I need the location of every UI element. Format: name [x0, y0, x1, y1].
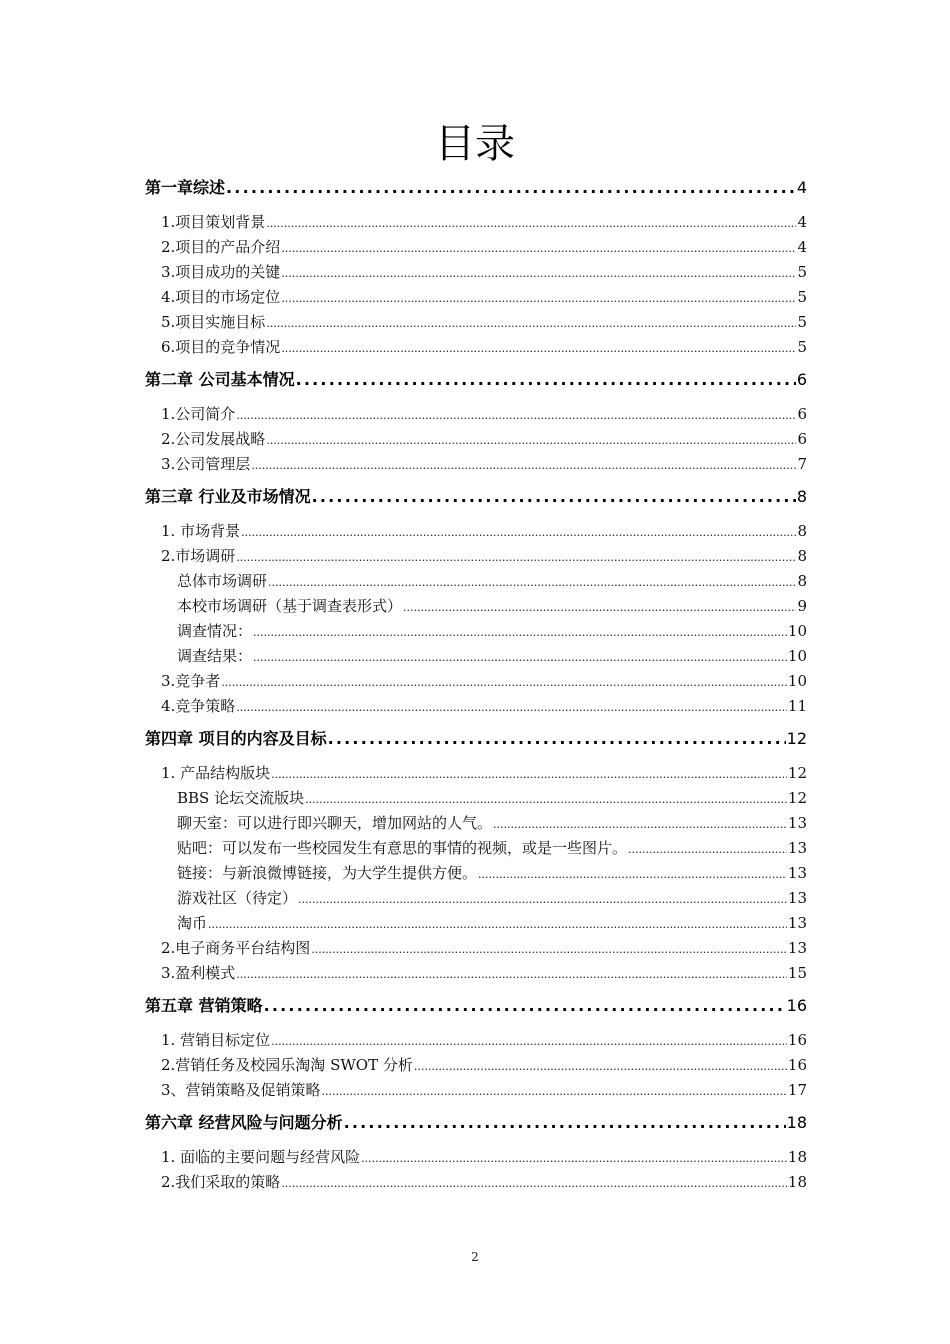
dot-leader: [328, 727, 786, 751]
toc-entry-label: BBS 论坛交流版块: [177, 789, 305, 807]
toc-entry-label: 调查结果：: [177, 647, 253, 665]
toc-entry-page: 9: [797, 597, 807, 615]
dot-leader: [403, 595, 796, 620]
dot-leader: [266, 211, 796, 236]
dot-leader: [414, 1054, 787, 1079]
toc-entry-page: 17: [787, 1081, 807, 1099]
dot-leader: [236, 545, 796, 570]
toc-entry-page: 4: [797, 213, 807, 231]
toc-entry[interactable]: [145, 594, 807, 619]
toc-entry-page: 7: [797, 455, 807, 473]
dot-leader: [253, 645, 787, 670]
toc-entry-page: 8: [796, 487, 807, 506]
toc-entry-label: 本校市场调研（基于调查表形式）: [177, 597, 403, 615]
toc-entry-label: 聊天室：可以进行即兴聊天，增加网站的人气。: [177, 814, 493, 832]
toc-entry[interactable]: [145, 427, 807, 452]
dot-leader: [281, 336, 796, 361]
toc-entry-label: 1. 产品结构版块: [161, 764, 271, 782]
toc-entry-page: 12: [786, 729, 807, 748]
toc-entry-page: 13: [787, 889, 807, 907]
toc-entry-page: 13: [787, 839, 807, 857]
page-title: 目录: [435, 121, 515, 167]
toc-entry[interactable]: [145, 310, 807, 335]
toc-entry-label: 第五章 营销策略: [145, 996, 263, 1015]
toc-entry-label: 3.竞争者: [161, 672, 221, 690]
toc-entry-label: 2.我们采取的策略: [161, 1173, 281, 1191]
toc-entry-label: 第三章 行业及市场情况: [145, 487, 311, 506]
toc-entry-label: 6.项目的竞争情况: [161, 338, 281, 356]
toc-entry[interactable]: [145, 761, 807, 786]
toc-entry-label: 游戏社区（待定）: [177, 889, 298, 907]
toc-entry[interactable]: [145, 886, 807, 911]
toc-entry-page: 11: [787, 697, 807, 715]
dot-leader: [253, 620, 787, 645]
toc-entry-page: 8: [797, 522, 807, 540]
toc-entry[interactable]: [145, 1145, 807, 1170]
toc-chapter-entry[interactable]: [145, 485, 807, 509]
toc-entry-page: 6: [797, 405, 807, 423]
toc-entry[interactable]: [145, 1053, 807, 1078]
toc-entry-page: 13: [787, 864, 807, 882]
dot-leader: [208, 912, 787, 937]
toc-entry[interactable]: [145, 402, 807, 427]
toc-entry[interactable]: [145, 519, 807, 544]
dot-leader: [221, 670, 787, 695]
dot-leader: [311, 937, 787, 962]
dot-leader: [236, 403, 796, 428]
toc-entry-page: 4: [797, 238, 807, 256]
toc-entry[interactable]: [145, 694, 807, 719]
toc-entry-label: 2.公司发展战略: [161, 430, 266, 448]
toc-entry[interactable]: [145, 452, 807, 477]
dot-leader: [344, 1111, 786, 1135]
dot-leader: [296, 368, 796, 392]
toc-entry[interactable]: [145, 210, 807, 235]
dot-leader: [478, 862, 787, 887]
toc-entry[interactable]: [145, 811, 807, 836]
toc-entry[interactable]: [145, 961, 807, 986]
toc-entry-label: 1.公司简介: [161, 405, 236, 423]
page-number: 2: [471, 1250, 479, 1264]
toc-entry-label: 总体市场调研: [177, 572, 268, 590]
toc-entry[interactable]: [145, 1028, 807, 1053]
dot-leader: [236, 695, 787, 720]
toc-entry-label: 2.电子商务平台结构图: [161, 939, 311, 957]
toc-entry-page: 15: [787, 964, 807, 982]
toc-entry-label: 2.项目的产品介绍: [161, 238, 281, 256]
toc-entry[interactable]: [145, 669, 807, 694]
toc-entry-label: 2.市场调研: [161, 547, 236, 565]
toc-entry-page: 6: [796, 370, 807, 389]
dot-leader: [266, 311, 796, 336]
toc-entry-label: 2.营销任务及校园乐淘淘 SWOT 分析: [161, 1056, 413, 1074]
toc-entry[interactable]: [145, 235, 807, 260]
toc-entry-page: 12: [787, 789, 807, 807]
toc-entry-page: 10: [787, 647, 807, 665]
toc-entry[interactable]: [145, 285, 807, 310]
dot-leader: [281, 236, 796, 261]
toc-entry-label: 1.项目策划背景: [161, 213, 266, 231]
toc-entry[interactable]: [145, 644, 807, 669]
toc-entry-page: 16: [787, 1031, 807, 1049]
dot-leader: [271, 1029, 787, 1054]
toc-entry-label: 贴吧：可以发布一些校园发生有意思的事情的视频，或是一些图片。: [177, 839, 628, 857]
toc-chapter-entry[interactable]: [145, 368, 807, 392]
toc-entry-label: 第六章 经营风险与问题分析: [145, 1113, 343, 1132]
dot-leader: [236, 962, 787, 987]
toc-entry-label: 1. 市场背景: [161, 522, 241, 540]
toc-entry-label: 4.项目的市场定位: [161, 288, 281, 306]
toc-chapter-entry[interactable]: [145, 1111, 807, 1135]
toc-entry-page: 18: [787, 1148, 807, 1166]
dot-leader: [281, 1171, 787, 1196]
dot-leader: [361, 1146, 787, 1171]
toc-entry-page: 5: [797, 313, 807, 331]
toc-entry-page: 5: [797, 338, 807, 356]
dot-leader: [312, 485, 796, 509]
toc-chapter-entry[interactable]: [145, 727, 807, 751]
toc-entry-page: 8: [797, 547, 807, 565]
dot-leader: [226, 176, 796, 200]
toc-entry-page: 13: [787, 939, 807, 957]
toc-entry[interactable]: [145, 1078, 807, 1103]
toc-entry-label: 1. 营销目标定位: [161, 1031, 271, 1049]
dot-leader: [268, 570, 796, 595]
dot-leader: [493, 812, 787, 837]
toc-entry-label: 5.项目实施目标: [161, 313, 266, 331]
toc-entry-page: 6: [797, 430, 807, 448]
toc-entry[interactable]: [145, 335, 807, 360]
toc-entry[interactable]: [145, 861, 807, 886]
toc-entry-page: 10: [787, 672, 807, 690]
toc-entry-page: 13: [787, 914, 807, 932]
toc-entry-label: 链接：与新浪微博链接，为大学生提供方便。: [177, 864, 478, 882]
toc-entry-label: 3、营销策略及促销策略: [161, 1081, 321, 1099]
toc-entry-page: 13: [787, 814, 807, 832]
toc-entry-page: 8: [797, 572, 807, 590]
toc-entry-page: 5: [797, 263, 807, 281]
dot-leader: [298, 887, 787, 912]
toc-entry-page: 16: [787, 1056, 807, 1074]
toc-entry[interactable]: [145, 569, 807, 594]
table-of-contents: [145, 176, 807, 1195]
toc-chapter-entry[interactable]: [145, 176, 807, 200]
toc-entry[interactable]: [145, 619, 807, 644]
dot-leader: [281, 286, 796, 311]
toc-entry-page: 16: [786, 996, 807, 1015]
toc-entry-label: 3.项目成功的关键: [161, 263, 281, 281]
toc-entry-label: 淘币: [177, 914, 208, 932]
toc-entry-label: 3.公司管理层: [161, 455, 251, 473]
toc-entry[interactable]: [145, 1170, 807, 1195]
toc-entry-label: 第一章综述: [145, 178, 226, 197]
toc-entry-page: 5: [797, 288, 807, 306]
toc-entry[interactable]: [145, 911, 807, 936]
dot-leader: [264, 994, 786, 1018]
dot-leader: [271, 762, 787, 787]
toc-entry-page: 10: [787, 622, 807, 640]
toc-entry[interactable]: [145, 786, 807, 811]
toc-entry[interactable]: [145, 544, 807, 569]
dot-leader: [322, 1079, 787, 1104]
dot-leader: [251, 453, 796, 478]
toc-entry-label: 3.盈利模式: [161, 964, 236, 982]
toc-entry-label: 第二章 公司基本情况: [145, 370, 295, 389]
dot-leader: [266, 428, 796, 453]
toc-entry-label: 调查情况：: [177, 622, 253, 640]
toc-entry[interactable]: [145, 936, 807, 961]
toc-chapter-entry[interactable]: [145, 994, 807, 1018]
toc-entry-label: 第四章 项目的内容及目标: [145, 729, 327, 748]
toc-entry[interactable]: [145, 260, 807, 285]
dot-leader: [305, 787, 787, 812]
dot-leader: [281, 261, 796, 286]
toc-entry-page: 18: [787, 1173, 807, 1191]
toc-entry-page: 4: [796, 178, 807, 197]
toc-entry-page: 18: [786, 1113, 807, 1132]
toc-entry-label: 4.竞争策略: [161, 697, 236, 715]
dot-leader: [241, 520, 796, 545]
dot-leader: [628, 837, 787, 862]
toc-entry-page: 12: [787, 764, 807, 782]
toc-entry[interactable]: [145, 836, 807, 861]
toc-entry-label: 1. 面临的主要问题与经营风险: [161, 1148, 361, 1166]
